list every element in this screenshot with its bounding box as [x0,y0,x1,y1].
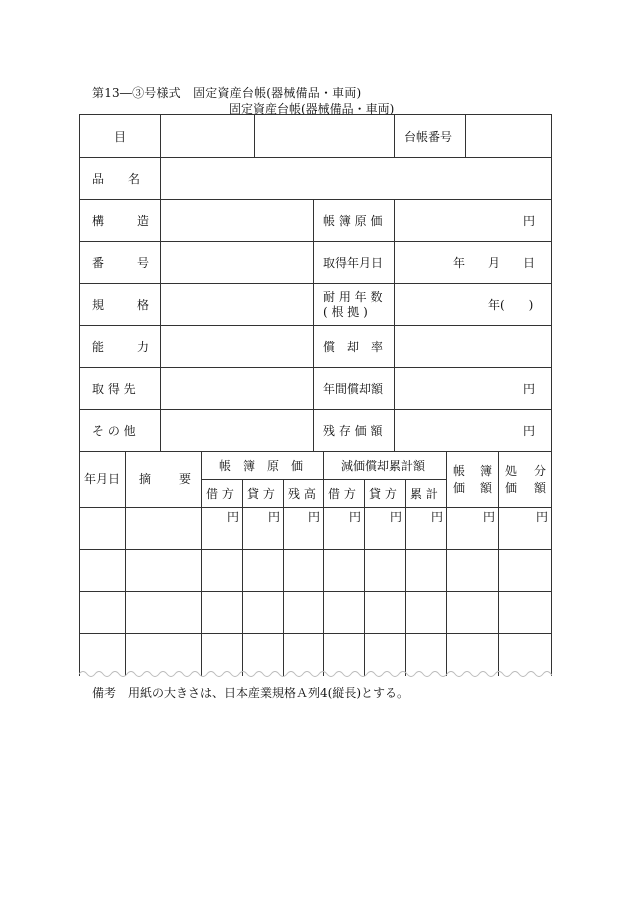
balance-header: 残 高 [288,487,316,501]
col-rule [283,479,284,676]
history-summary-label-a: 摘 [139,472,152,486]
col-rule [394,199,395,451]
yen-unit: 円 [268,510,281,524]
row-rule [79,549,552,550]
book-cost-yen: 円 [523,214,536,228]
row-rule [79,451,552,452]
yen-unit: 円 [536,510,549,524]
book-value-header-a: 帳 [453,464,466,478]
form-title: 固定資産台帳(器械備品・車両) [229,102,395,116]
disposal-value-header-b: 分 [534,464,547,478]
disposal-value-header-d: 額 [534,481,547,495]
book-cost-header: 帳 簿 原 価 [219,459,304,473]
row-rule [79,367,552,368]
footer-note: 備考 用紙の大きさは、日本産業規格Ａ列4(縦長)とする。 [92,686,410,700]
acquired-year: 年 [453,256,466,270]
debit-header: 借 方 [206,487,234,501]
col-rule [394,114,395,157]
book-value-header-c: 価 [453,481,466,495]
row-rule [79,591,552,592]
history-date-label: 年月日 [84,472,121,486]
yen-unit: 円 [483,510,496,524]
col-rule [323,451,324,676]
col-rule [160,114,161,451]
credit-header: 貸 方 [247,487,275,501]
yen-unit: 円 [431,510,444,524]
col-rule [405,479,406,676]
left-label-spec: 規 格 [92,298,149,312]
dep-total-header: 累 計 [410,487,438,501]
book-value-header-b: 簿 [480,464,493,478]
disposal-value-header-a: 処 [505,464,518,478]
col-rule [125,451,126,676]
book-value-header-d: 額 [480,481,493,495]
dep-debit-header: 借 方 [328,487,356,501]
useful-life-basis-label: ( 根 拠 ) [323,305,368,319]
item-label: 目 [114,130,127,144]
col-rule [201,451,202,676]
row-rule [79,507,552,508]
row-rule [79,283,552,284]
col-rule [254,114,255,157]
useful-life-label: 耐 用 年 数 [323,290,383,304]
ledger-number-label: 台帳番号 [404,130,453,144]
row-rule [79,199,552,200]
row-rule [79,157,552,158]
useful-life-years: 年( ) [488,298,534,312]
left-label-capacity: 能 力 [92,340,149,354]
dep-credit-header: 貸 方 [369,487,397,501]
product-name-label: 品 名 [92,172,141,186]
left-label-number: 番 号 [92,256,149,270]
book-cost-label: 帳 簿 原 価 [323,214,383,228]
accumulated-depreciation-header: 減価償却累計額 [341,459,426,473]
row-rule [79,409,552,410]
left-label-supplier: 取 得 先 [92,382,136,396]
col-rule [465,114,466,157]
annual-depreciation-yen: 円 [523,382,536,396]
left-label-other: そ の 他 [92,424,136,438]
col-rule [446,451,447,676]
col-rule [242,479,243,676]
yen-unit: 円 [390,510,403,524]
row-rule [79,633,552,634]
yen-unit: 円 [227,510,240,524]
left-label-structure: 構 造 [92,214,149,228]
form-number: 第13―③号様式 固定資産台帳(器械備品・車両) [92,86,362,100]
yen-unit: 円 [349,510,362,524]
torn-edge [79,668,552,680]
annual-depreciation-label: 年間償却額 [323,382,384,396]
history-summary-label-b: 要 [179,472,192,486]
col-rule [313,199,314,451]
acquired-date-label: 取得年月日 [323,256,384,270]
yen-unit: 円 [308,510,321,524]
residual-value-label: 残 存 価 額 [323,424,383,438]
depreciation-rate-label: 償 却 率 [323,340,384,354]
row-rule [79,325,552,326]
col-rule [498,451,499,676]
acquired-month: 月 [488,256,501,270]
col-rule [364,479,365,676]
acquired-day: 日 [523,256,536,270]
disposal-value-header-c: 価 [505,481,518,495]
residual-value-yen: 円 [523,424,536,438]
row-rule [79,241,552,242]
